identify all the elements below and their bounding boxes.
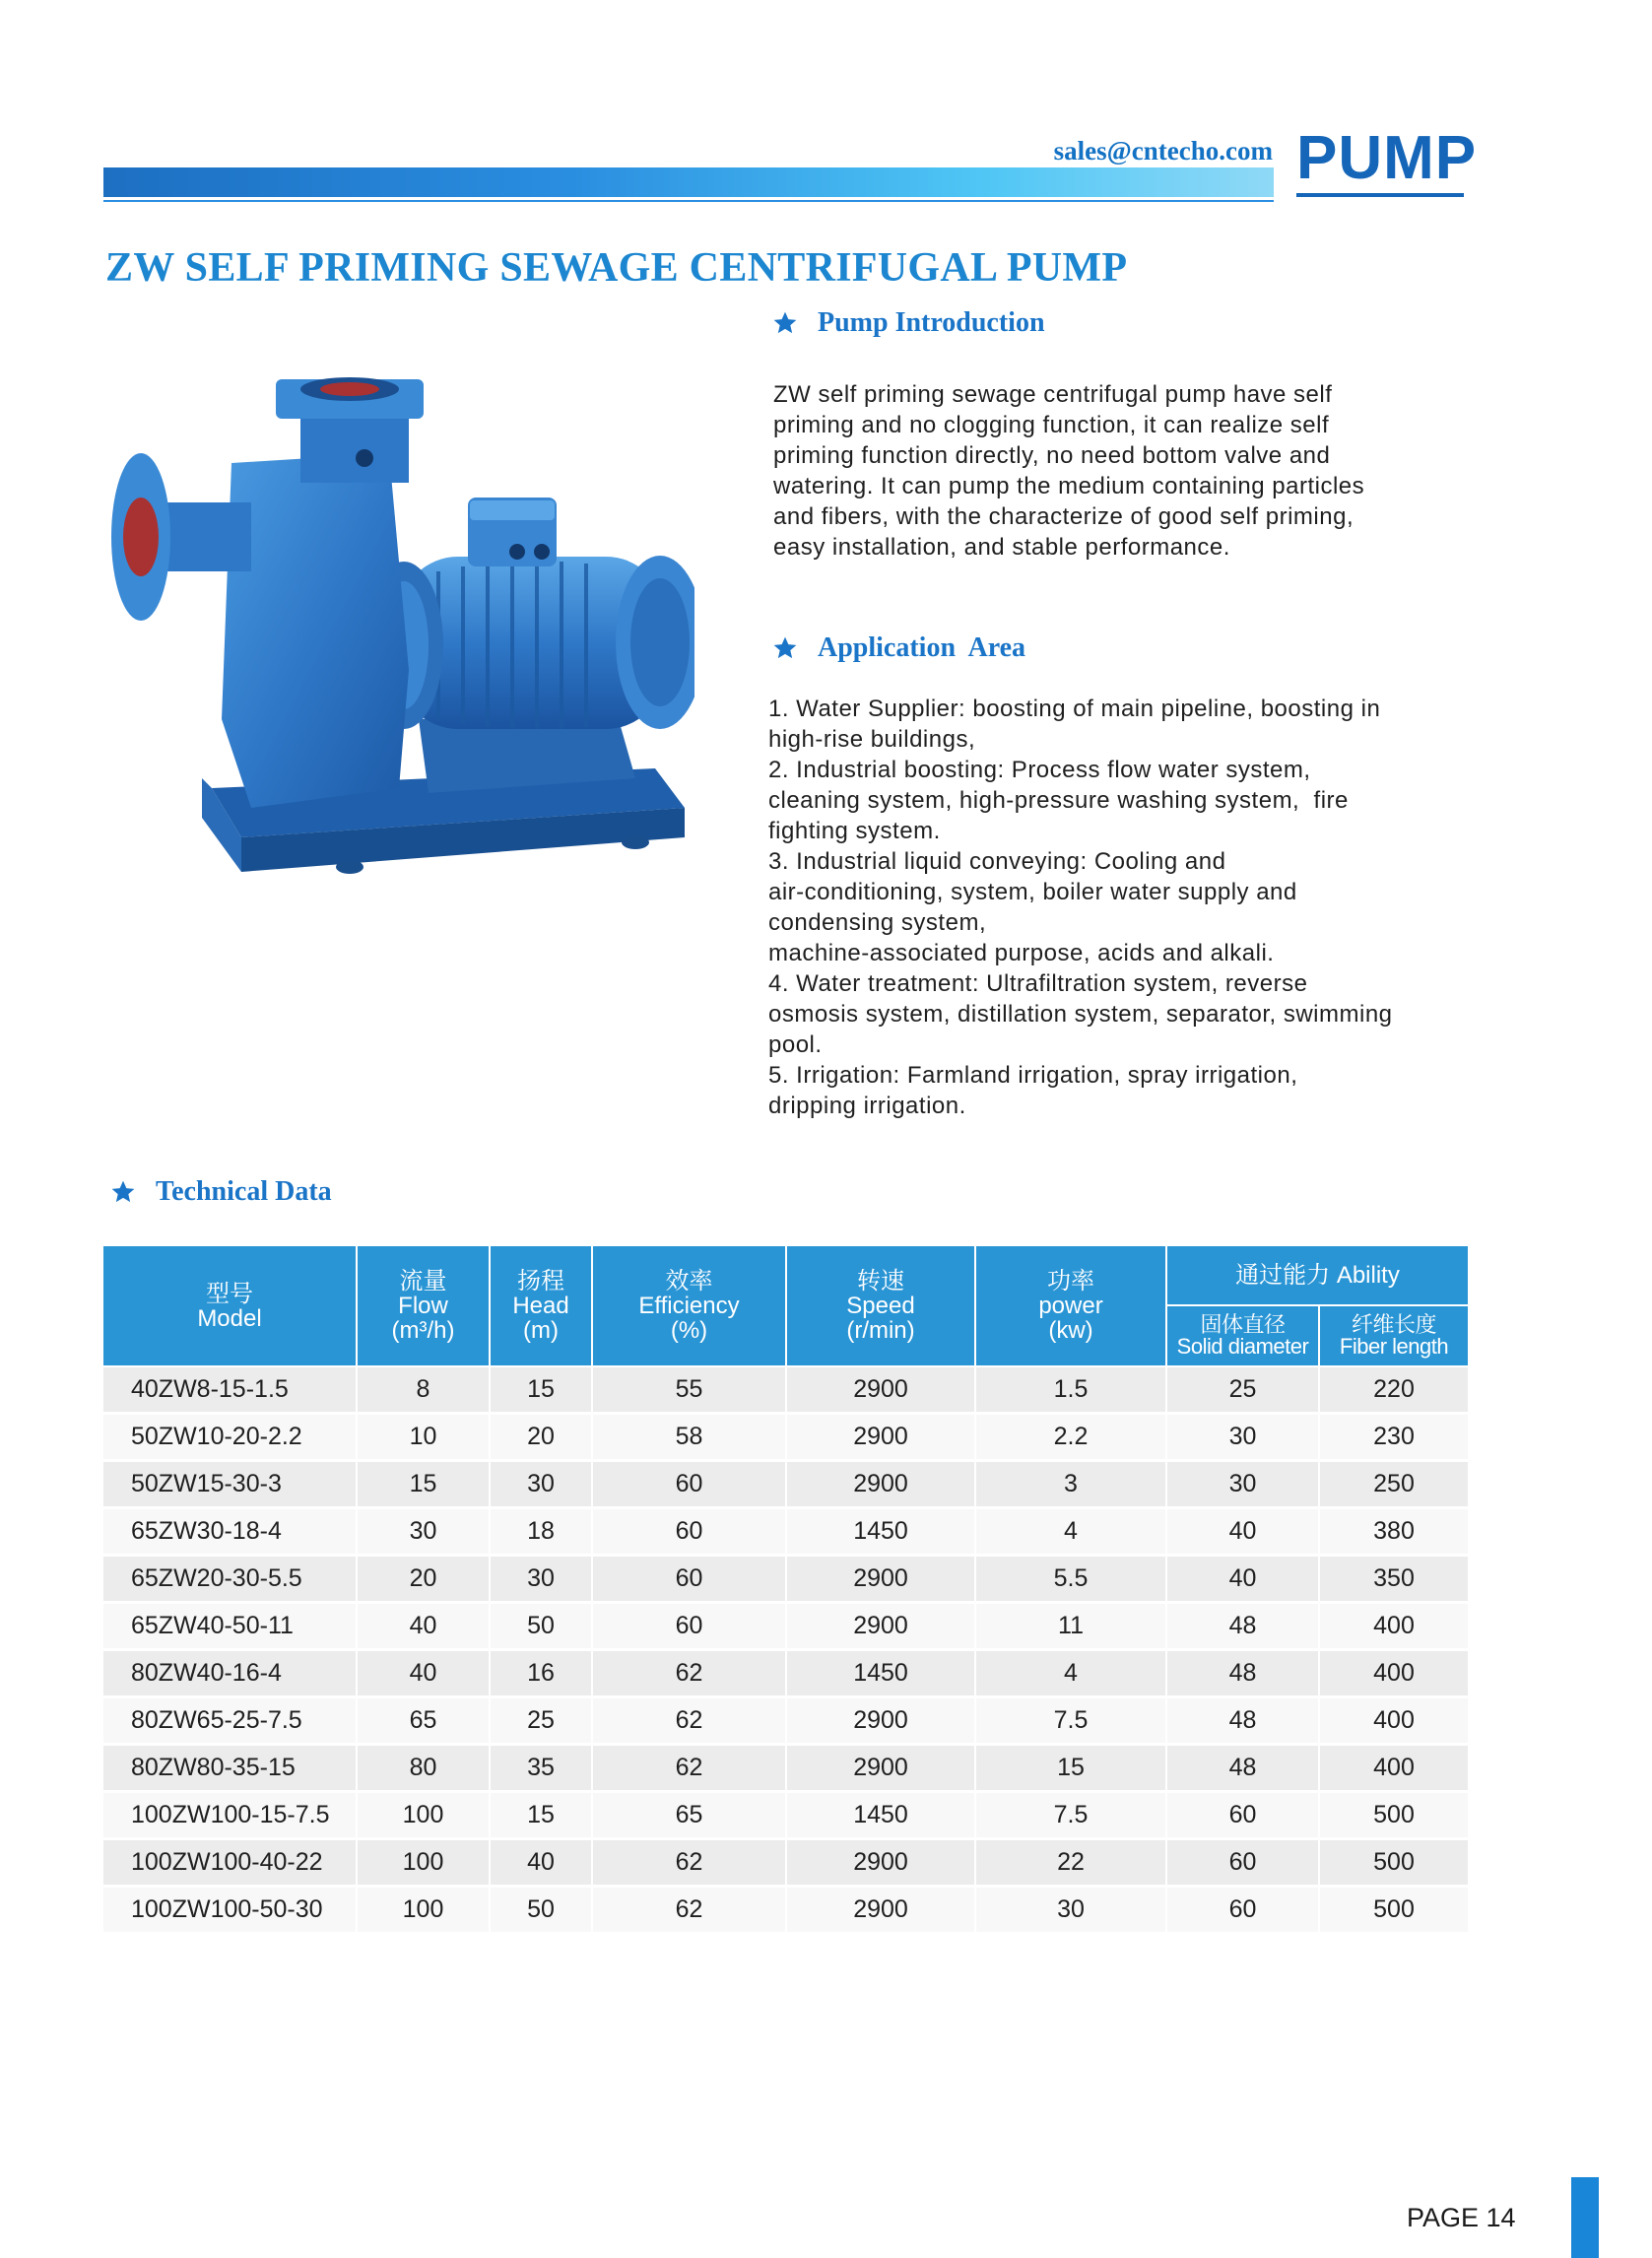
table-cell: 20: [490, 1414, 592, 1461]
table-cell: 30: [490, 1556, 592, 1603]
page-number: PAGE 14: [1407, 2203, 1516, 2232]
text-line: cleaning system, high-pressure washing system, fire: [768, 787, 1349, 814]
col-header-speed: 转速 Speed (r/min): [786, 1246, 975, 1366]
section-heading: Pump Introduction: [818, 307, 1045, 338]
col-header-efficiency: 效率 Efficiency (%): [592, 1246, 786, 1366]
table-cell: 250: [1319, 1461, 1468, 1508]
table-cell: 30: [1166, 1461, 1319, 1508]
col-header-solid-diameter: 固体直径 Solid diameter: [1166, 1305, 1319, 1366]
table-cell: 18: [490, 1508, 592, 1556]
table-row: [103, 1697, 1468, 1745]
table-cell: 1450: [786, 1792, 975, 1839]
table-cell: 60: [592, 1556, 786, 1603]
section-application-area: [772, 632, 1025, 664]
table-cell: 62: [592, 1745, 786, 1792]
text-line: machine-associated purpose, acids and alkali.: [768, 940, 1275, 966]
table-cell: 40: [1166, 1556, 1319, 1603]
page-edge-bar: [1571, 2177, 1599, 2258]
header-underline: [103, 200, 1274, 202]
cell-model: 50ZW10-20-2.2: [103, 1414, 357, 1461]
col-header-flow: 流量 Flow (m³/h): [357, 1246, 490, 1366]
star-icon: [110, 1179, 136, 1205]
table-cell: 65: [592, 1792, 786, 1839]
table-cell: 2900: [786, 1556, 975, 1603]
star-icon: [772, 310, 798, 336]
cell-model: 100ZW100-15-7.5: [103, 1792, 357, 1839]
col-header-ability: 通过能力 Ability: [1166, 1246, 1468, 1305]
table-cell: 100: [357, 1887, 490, 1934]
text-line: ZW self priming sewage centrifugal pump have self: [773, 381, 1333, 408]
table-cell: 2900: [786, 1603, 975, 1650]
table-cell: 62: [592, 1697, 786, 1745]
table-row: [103, 1603, 1468, 1650]
table-cell: 25: [1166, 1366, 1319, 1414]
cell-model: 100ZW100-40-22: [103, 1839, 357, 1887]
table-cell: 80: [357, 1745, 490, 1792]
header-category-underline: [1296, 193, 1464, 197]
table-row: [103, 1366, 1468, 1414]
table-cell: 40: [357, 1650, 490, 1697]
table-cell: 60: [592, 1603, 786, 1650]
table-cell: 11: [975, 1603, 1166, 1650]
cell-model: 80ZW80-35-15: [103, 1745, 357, 1792]
table-cell: 58: [592, 1414, 786, 1461]
text-line: priming and no clogging function, it can realize self: [773, 412, 1330, 438]
table-cell: 40: [1166, 1508, 1319, 1556]
table-cell: 500: [1319, 1792, 1468, 1839]
table-cell: 500: [1319, 1839, 1468, 1887]
text-line: easy installation, and stable performance.: [773, 534, 1230, 561]
table-cell: 60: [592, 1461, 786, 1508]
table-cell: 2900: [786, 1839, 975, 1887]
table-row: [103, 1745, 1468, 1792]
table-cell: 1450: [786, 1508, 975, 1556]
table-cell: 25: [490, 1697, 592, 1745]
table-cell: 16: [490, 1650, 592, 1697]
table-cell: 400: [1319, 1650, 1468, 1697]
table-cell: 48: [1166, 1603, 1319, 1650]
table-cell: 50: [490, 1603, 592, 1650]
table-cell: 40: [357, 1603, 490, 1650]
table-cell: 48: [1166, 1650, 1319, 1697]
text-line: and fibers, with the characterize of good self priming,: [773, 503, 1355, 530]
table-cell: 2900: [786, 1461, 975, 1508]
section-technical-data: [110, 1176, 332, 1208]
table-cell: 2900: [786, 1887, 975, 1934]
text-line: watering. It can pump the medium containing particles: [773, 473, 1365, 499]
table-cell: 30: [975, 1887, 1166, 1934]
table-cell: 100: [357, 1839, 490, 1887]
table-cell: 30: [357, 1508, 490, 1556]
table-cell: 2.2: [975, 1414, 1166, 1461]
table-cell: 15: [357, 1461, 490, 1508]
table-cell: 350: [1319, 1556, 1468, 1603]
text-line: air-conditioning, system, boiler water supply and: [768, 879, 1297, 905]
table-row: [103, 1508, 1468, 1556]
table-cell: 400: [1319, 1745, 1468, 1792]
table-cell: 1.5: [975, 1366, 1166, 1414]
table-cell: 100: [357, 1792, 490, 1839]
table-cell: 500: [1319, 1887, 1468, 1934]
table-cell: 48: [1166, 1745, 1319, 1792]
table-cell: 2900: [786, 1745, 975, 1792]
application-text: [768, 694, 1393, 1121]
pump-product-image: [103, 345, 694, 897]
table-cell: 35: [490, 1745, 592, 1792]
table-cell: 2900: [786, 1414, 975, 1461]
table-cell: 220: [1319, 1366, 1468, 1414]
table-cell: 62: [592, 1650, 786, 1697]
table-body: [103, 1366, 1468, 1934]
table-cell: 230: [1319, 1414, 1468, 1461]
header-gradient-bar: [103, 167, 1274, 197]
table-cell: 3: [975, 1461, 1166, 1508]
table-cell: 15: [975, 1745, 1166, 1792]
table-cell: 40: [490, 1839, 592, 1887]
page-title: ZW SELF PRIMING SEWAGE CENTRIFUGAL PUMP: [105, 245, 1128, 291]
cell-model: 40ZW8-15-1.5: [103, 1366, 357, 1414]
col-header-fiber-length: 纤维长度 Fiber length: [1319, 1305, 1468, 1366]
table-cell: 15: [490, 1366, 592, 1414]
table-cell: 15: [490, 1792, 592, 1839]
section-heading: Application Area: [818, 632, 1026, 663]
section-heading: Technical Data: [156, 1176, 332, 1207]
col-header-head: 扬程 Head (m): [490, 1246, 592, 1366]
table-row: [103, 1461, 1468, 1508]
text-line: osmosis system, distillation system, separator, swimming: [768, 1001, 1393, 1028]
cell-model: 100ZW100-50-30: [103, 1887, 357, 1934]
table-cell: 400: [1319, 1697, 1468, 1745]
table-cell: 50: [490, 1887, 592, 1934]
table-cell: 400: [1319, 1603, 1468, 1650]
table-cell: 55: [592, 1366, 786, 1414]
cell-model: 65ZW40-50-11: [103, 1603, 357, 1650]
cell-model: 50ZW15-30-3: [103, 1461, 357, 1508]
table-cell: 62: [592, 1839, 786, 1887]
table-cell: 62: [592, 1887, 786, 1934]
cell-model: 65ZW30-18-4: [103, 1508, 357, 1556]
table-row: [103, 1792, 1468, 1839]
table-cell: 30: [490, 1461, 592, 1508]
table-cell: 10: [357, 1414, 490, 1461]
table-cell: 48: [1166, 1697, 1319, 1745]
table-row: [103, 1887, 1468, 1934]
text-line: dripping irrigation.: [768, 1093, 966, 1119]
header-email[interactable]: sales@cntecho.com: [1053, 136, 1273, 166]
text-line: 5. Irrigation: Farmland irrigation, spray irrigation,: [768, 1062, 1298, 1089]
text-line: 4. Water treatment: Ultrafiltration system, reverse: [768, 970, 1308, 997]
table-cell: 20: [357, 1556, 490, 1603]
technical-data-table: [103, 1246, 1468, 1935]
cell-model: 80ZW40-16-4: [103, 1650, 357, 1697]
table-cell: 60: [1166, 1887, 1319, 1934]
cell-model: 65ZW20-30-5.5: [103, 1556, 357, 1603]
text-line: high-rise buildings,: [768, 726, 976, 753]
table-cell: 60: [592, 1508, 786, 1556]
text-line: priming function directly, no need bottom valve and: [773, 442, 1331, 469]
cell-model: 80ZW65-25-7.5: [103, 1697, 357, 1745]
table-row: [103, 1839, 1468, 1887]
col-header-power: 功率 power (kw): [975, 1246, 1166, 1366]
header-category: PUMP: [1296, 124, 1478, 192]
table-cell: 65: [357, 1697, 490, 1745]
table-cell: 7.5: [975, 1697, 1166, 1745]
text-line: fighting system.: [768, 818, 941, 844]
table-row: [103, 1414, 1468, 1461]
text-line: pool.: [768, 1031, 823, 1058]
introduction-text: [773, 379, 1364, 563]
col-header-model: 型号 Model: [103, 1246, 357, 1366]
table-cell: 60: [1166, 1792, 1319, 1839]
table-cell: 380: [1319, 1508, 1468, 1556]
table-cell: 2900: [786, 1366, 975, 1414]
table-cell: 8: [357, 1366, 490, 1414]
table-cell: 4: [975, 1650, 1166, 1697]
section-pump-introduction: [772, 307, 1045, 339]
table-cell: 60: [1166, 1839, 1319, 1887]
table-cell: 7.5: [975, 1792, 1166, 1839]
table-cell: 30: [1166, 1414, 1319, 1461]
table-cell: 5.5: [975, 1556, 1166, 1603]
text-line: condensing system,: [768, 909, 987, 936]
text-line: 2. Industrial boosting: Process flow water system,: [768, 757, 1311, 783]
table-row: [103, 1650, 1468, 1697]
text-line: 1. Water Supplier: boosting of main pipeline, boosting in: [768, 696, 1381, 722]
table-cell: 22: [975, 1839, 1166, 1887]
table-cell: 1450: [786, 1650, 975, 1697]
table-cell: 2900: [786, 1697, 975, 1745]
star-icon: [772, 635, 798, 661]
table-row: [103, 1556, 1468, 1603]
text-line: 3. Industrial liquid conveying: Cooling and: [768, 848, 1226, 875]
table-cell: 4: [975, 1508, 1166, 1556]
